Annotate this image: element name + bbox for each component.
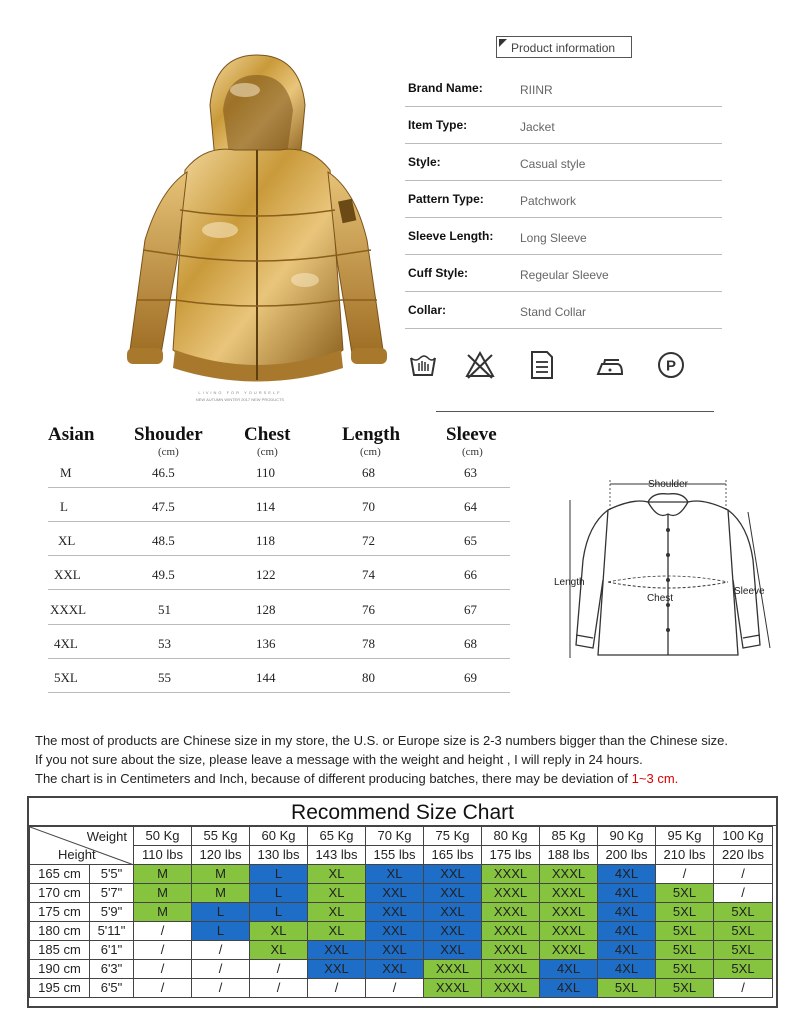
size-recommendation-cell: XXXL [424,960,482,979]
product-info-row [405,69,722,107]
recommend-size-chart [27,796,778,1008]
product-info-row [405,143,722,181]
weight-lbs-cell: 220 lbs [714,846,773,865]
info-value: RIINR [520,83,553,97]
diagram-shoulder-label: Shoulder [647,479,689,490]
weight-kg-cell: 85 Kg [540,827,598,846]
info-label: Pattern Type: [408,192,484,206]
size-recommendation-cell: XXXL [482,865,540,884]
size-recommendation-cell: XXXL [540,884,598,903]
info-label: Cuff Style: [408,266,468,280]
size-recommendation-cell: 5XL [656,941,714,960]
size-recommendation-cell: XL [308,884,366,903]
size-unit: (cm) [257,446,278,458]
height-row [30,941,773,960]
size-cell: 48.5 [152,533,175,548]
height-row [30,903,773,922]
info-value: Jacket [520,120,555,134]
height-ft-cell: 5'7" [90,884,134,903]
size-header-chest: Chest [244,424,291,445]
size-cell: 72 [362,533,375,548]
size-recommendation-cell: L [250,865,308,884]
height-row [30,979,773,998]
height-ft-cell: 5'9" [90,903,134,922]
size-cell: 110 [256,465,276,480]
dry-clean-icon [656,350,686,380]
size-recommendation-cell: / [134,941,192,960]
size-cell: L [60,499,68,514]
size-row [48,590,510,625]
weight-lbs-cell: 175 lbs [482,846,540,865]
note-line-1: The most of products are Chinese size in my store, the U.S. or Europe size is 2-3 numbers bigger than the Chinese size. [35,733,728,748]
shirt-diagram-icon [548,470,783,675]
size-recommendation-cell: 5XL [656,960,714,979]
size-recommendation-cell: 4XL [598,903,656,922]
weight-kg-cell: 65 Kg [308,827,366,846]
size-recommendation-cell: XXL [424,941,482,960]
info-label: Collar: [408,303,447,317]
size-recommendation-cell: XXL [424,884,482,903]
product-info-row [405,180,722,218]
size-cell: 68 [362,465,375,480]
size-recommendation-cell: XXL [366,960,424,979]
height-row [30,865,773,884]
info-value: Long Sleeve [520,231,587,245]
size-recommendation-cell: XL [308,903,366,922]
size-row [48,521,510,556]
info-value: Casual style [520,157,586,171]
height-ft-cell: 5'5" [90,865,134,884]
size-recommendation-cell: 4XL [540,960,598,979]
size-cell: 66 [464,567,477,582]
size-cell: 144 [256,670,276,685]
size-recommendation-cell: / [656,865,714,884]
size-recommendation-cell: 4XL [598,941,656,960]
weight-lbs-cell: 188 lbs [540,846,598,865]
size-recommendation-cell: / [134,979,192,998]
size-recommendation-cell: M [134,865,192,884]
size-cell: M [60,465,72,480]
diagram-sleeve-label: Sleeve [734,586,765,597]
size-recommendation-cell: / [714,884,773,903]
weight-lbs-cell: 200 lbs [598,846,656,865]
note-line-3-text: The chart is in Centimeters and Inch, because of different producing batches, there may be deviation of [35,771,632,786]
size-recommendation-cell: 5XL [714,922,773,941]
size-recommendation-cell: M [192,884,250,903]
weight-kg-cell: 70 Kg [366,827,424,846]
size-cell: 67 [464,602,477,617]
weight-lbs-cell: 165 lbs [424,846,482,865]
weight-kg-cell: 80 Kg [482,827,540,846]
size-recommendation-cell: XXXL [482,884,540,903]
size-recommendation-cell: M [192,865,250,884]
size-recommendation-cell: XXL [308,941,366,960]
jacket-photo [115,50,400,400]
height-cm-cell: 185 cm [30,941,90,960]
size-recommendation-cell: / [134,922,192,941]
size-recommendation-cell: / [714,979,773,998]
size-cell: 64 [464,499,477,514]
product-info-row [405,291,722,329]
size-unit: (cm) [158,446,179,458]
info-label: Sleeve Length: [408,229,494,243]
size-cell: 55 [158,670,171,685]
size-cell: 76 [362,602,375,617]
size-cell: XXL [54,567,81,582]
size-recommendation-cell: XL [250,941,308,960]
size-recommendation-cell: / [714,865,773,884]
size-recommendation-cell: XXXL [540,922,598,941]
size-recommendation-cell: 5XL [714,960,773,979]
product-info-title [496,36,632,58]
product-info-row [405,254,722,292]
weight-kg-cell: 50 Kg [134,827,192,846]
size-header-sleeve: Sleeve [446,424,497,445]
size-recommendation-cell: XXXL [540,941,598,960]
size-recommendation-cell: / [250,960,308,979]
size-row [48,555,510,590]
deviation-value: 1~3 cm. [631,771,679,786]
height-ft-cell: 6'1" [90,941,134,960]
size-unit: (cm) [360,446,381,458]
height-row [30,960,773,979]
size-recommendation-cell: 4XL [598,960,656,979]
weight-lbs-cell: 110 lbs [134,846,192,865]
size-recommendation-cell: 4XL [540,979,598,998]
size-cell: XL [58,533,76,548]
size-recommendation-cell: / [134,960,192,979]
weight-kg-cell: 55 Kg [192,827,250,846]
measurement-diagram [548,470,783,675]
size-recommendation-cell: XXXL [424,979,482,998]
size-recommendation-cell: XXL [424,903,482,922]
diagram-chest-label: Chest [646,593,674,604]
size-row [48,487,510,522]
height-ft-cell: 6'5" [90,979,134,998]
size-cell: 51 [158,602,171,617]
height-cm-cell: 175 cm [30,903,90,922]
size-recommendation-cell: 5XL [598,979,656,998]
size-recommendation-cell: XXXL [482,922,540,941]
size-cell: 118 [256,533,276,548]
weight-kg-cell: 100 Kg [714,827,773,846]
weight-lbs-cell: 155 lbs [366,846,424,865]
size-recommendation-cell: XXXL [482,941,540,960]
photo-subtagline: NEW AUTUMN WINTER 2017 NEW PRODUCTS [195,397,285,402]
size-recommendation-cell: / [192,960,250,979]
weight-lbs-cell: 143 lbs [308,846,366,865]
size-header-shoulder: Shouder [134,424,203,445]
size-cell: 63 [464,465,477,480]
weight-kg-cell: 90 Kg [598,827,656,846]
height-cm-cell: 190 cm [30,960,90,979]
size-recommendation-cell: 5XL [714,941,773,960]
size-recommendation-cell: L [192,922,250,941]
iron-icon [595,350,625,380]
weight-label: Weight [86,829,127,844]
weight-kg-row [30,827,773,846]
recommend-table [29,826,773,998]
photo-tagline: LIVING FOR YOURSELF [198,390,282,395]
divider [436,411,714,412]
hand-wash-icon [408,350,438,380]
size-recommendation-cell: XL [366,865,424,884]
size-cell: 4XL [54,636,78,651]
size-cell: 68 [464,636,477,651]
info-label: Brand Name: [408,81,483,95]
product-info-row [405,217,722,255]
size-recommendation-cell: / [192,941,250,960]
size-recommendation-cell: 5XL [656,903,714,922]
size-recommendation-cell: 5XL [656,922,714,941]
size-recommendation-cell: / [250,979,308,998]
weight-lbs-row [30,846,773,865]
height-cm-cell: 195 cm [30,979,90,998]
size-recommendation-cell: 4XL [598,884,656,903]
size-header-asian: Asian [48,424,95,445]
tumble-dry-icon [527,350,557,380]
size-recommendation-cell: XXL [424,865,482,884]
size-cell: 70 [362,499,375,514]
size-recommendation-cell: XXXL [482,960,540,979]
size-cell: 80 [362,670,375,685]
size-recommendation-cell: XXL [308,960,366,979]
height-row [30,884,773,903]
gold-puffer-jacket-icon [115,50,400,400]
size-unit: (cm) [462,446,483,458]
size-recommendation-cell: XXL [424,922,482,941]
weight-lbs-cell: 130 lbs [250,846,308,865]
product-info-title-text: Product information [511,41,616,55]
weight-kg-cell: 95 Kg [656,827,714,846]
size-recommendation-cell: M [134,884,192,903]
size-recommendation-cell: XXL [366,922,424,941]
weight-lbs-cell: 210 lbs [656,846,714,865]
size-cell: 122 [256,567,276,582]
height-row [30,922,773,941]
size-recommendation-cell: / [366,979,424,998]
size-cell: 78 [362,636,375,651]
size-recommendation-cell: L [250,903,308,922]
weight-kg-cell: 60 Kg [250,827,308,846]
info-value: Regeular Sleeve [520,268,609,282]
size-recommendation-cell: / [192,979,250,998]
size-recommendation-cell: XXXL [482,903,540,922]
note-line-2: If you not sure about the size, please leave a message with the weight and height , I will reply in 24 hours. [35,752,643,767]
height-ft-cell: 5'11" [90,922,134,941]
size-row [48,453,510,488]
size-recommendation-cell: XXXL [482,979,540,998]
info-label: Style: [408,155,441,169]
size-recommendation-cell: 5XL [656,884,714,903]
size-recommendation-cell: 5XL [656,979,714,998]
height-label: Height [58,847,96,862]
size-recommendation-cell: XXL [366,941,424,960]
size-recommendation-cell: L [192,903,250,922]
size-recommendation-cell: 4XL [598,922,656,941]
no-bleach-icon [465,350,495,380]
recommend-title: Recommend Size Chart [29,798,776,826]
size-recommendation-cell: XL [250,922,308,941]
size-cell: 46.5 [152,465,175,480]
size-recommendation-cell: L [250,884,308,903]
corner-triangle-icon [499,39,507,47]
size-recommendation-cell: XL [308,922,366,941]
size-cell: 128 [256,602,276,617]
size-recommendation-cell: XXXL [540,903,598,922]
size-cell: 114 [256,499,276,514]
size-cell: XXXL [50,602,87,617]
size-recommendation-cell: / [308,979,366,998]
size-row [48,658,510,693]
info-value: Stand Collar [520,305,587,319]
size-cell: 69 [464,670,477,685]
product-info-row [405,106,722,144]
diagram-length-label: Length [554,577,585,588]
size-cell: 47.5 [152,499,175,514]
size-recommendation-cell: XL [308,865,366,884]
size-recommendation-cell: XXL [366,884,424,903]
height-cm-cell: 165 cm [30,865,90,884]
info-value: Patchwork [520,194,577,208]
info-label: Item Type: [408,118,468,132]
size-recommendation-cell: 4XL [598,865,656,884]
size-cell: 53 [158,636,171,651]
size-cell: 5XL [54,670,78,685]
height-cm-cell: 180 cm [30,922,90,941]
size-cell: 49.5 [152,567,175,582]
size-cell: 65 [464,533,477,548]
size-recommendation-cell: 5XL [714,903,773,922]
svg-text:P: P [665,357,677,375]
weight-height-corner [30,827,134,865]
height-cm-cell: 170 cm [30,884,90,903]
note-line-3 [35,771,678,786]
size-recommendation-cell: XXL [366,903,424,922]
size-header-length: Length [342,424,401,445]
size-recommendation-cell: XXXL [540,865,598,884]
size-cell: 74 [362,567,375,582]
size-recommendation-cell: M [134,903,192,922]
height-ft-cell: 6'3" [90,960,134,979]
weight-kg-cell: 75 Kg [424,827,482,846]
weight-lbs-cell: 120 lbs [192,846,250,865]
size-row [48,624,510,659]
size-cell: 136 [256,636,276,651]
